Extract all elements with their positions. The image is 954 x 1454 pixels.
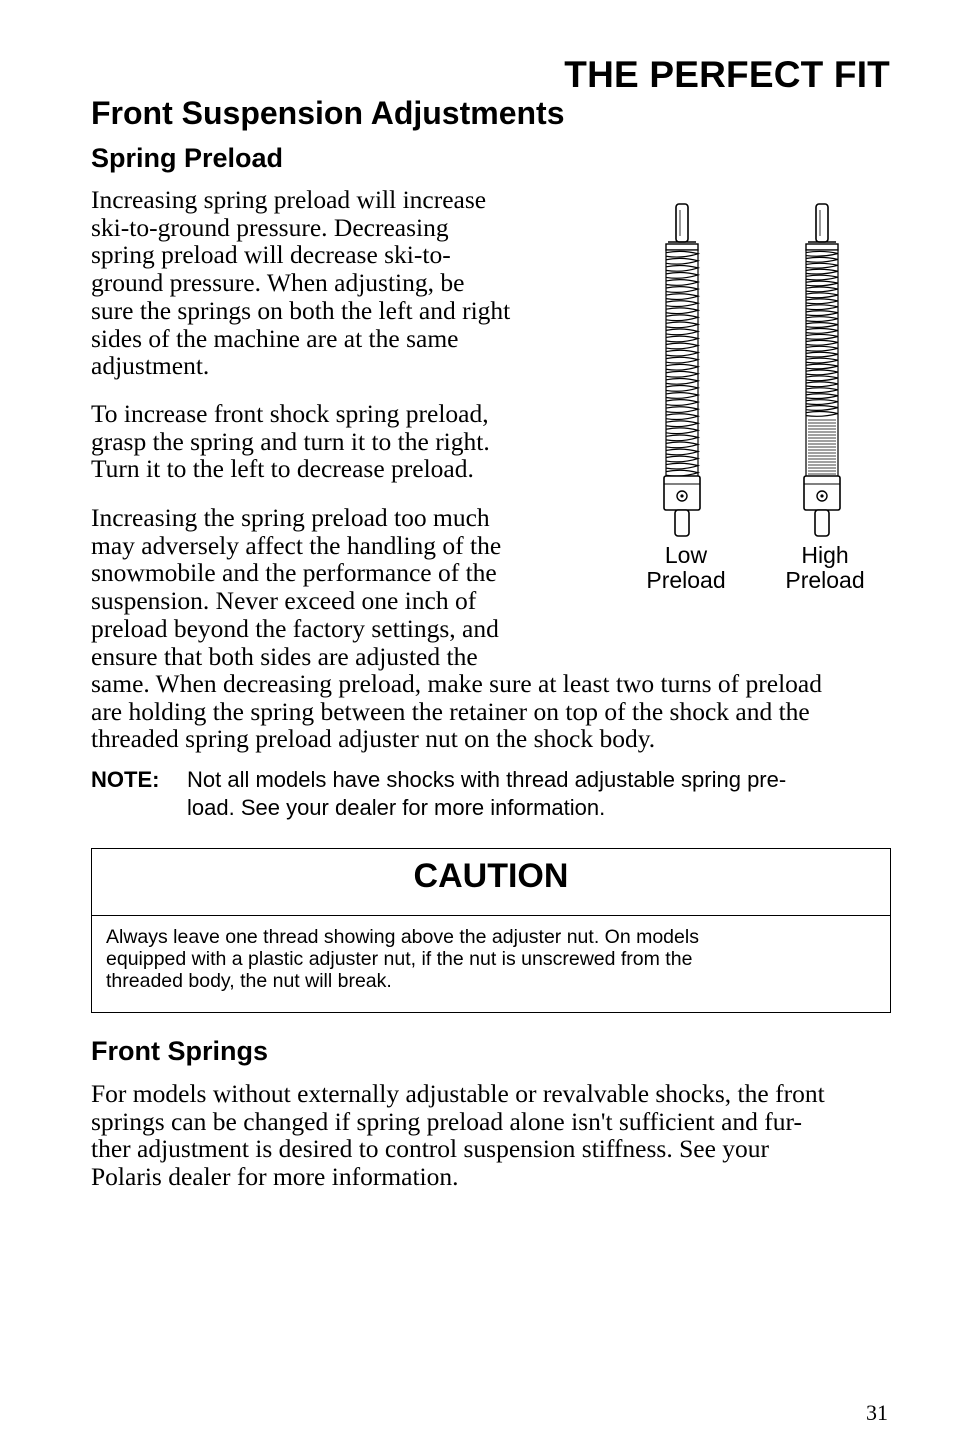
- text-line: equipped with a plastic adjuster nut, if the nut is unscrewed from the: [106, 948, 693, 970]
- caution-title: CAUTION: [92, 849, 890, 916]
- text-line: are holding the spring between the retainer on top of the shock and the: [91, 696, 810, 726]
- note-label: NOTE:: [91, 767, 160, 792]
- text-line: Turn it to the left to decrease preload.: [91, 454, 474, 484]
- low-label-line: Low: [664, 542, 708, 568]
- spring-preload-paragraph-1: [91, 186, 549, 380]
- text-line: same. When decreasing preload, make sure at least two turns of preload: [91, 669, 822, 698]
- high-label-line: Preload: [785, 567, 865, 593]
- chapter-title: THE PERFECT FIT: [564, 54, 890, 95]
- high-preload-label: [775, 543, 875, 593]
- caution-box: [91, 848, 891, 1013]
- text-line: snowmobile and the performance of the: [91, 558, 497, 588]
- low-preload-label: [636, 543, 736, 593]
- note-text: [187, 766, 887, 822]
- spring-preload-heading: Spring Preload: [91, 143, 284, 173]
- text-line: Polaris dealer for more information.: [91, 1162, 459, 1192]
- text-line: Always leave one thread showing above the adjuster nut. On models: [106, 926, 699, 948]
- front-springs-paragraph: [91, 1080, 891, 1191]
- text-line: Increasing the spring preload too much: [91, 503, 490, 532]
- page-number: 31: [866, 1400, 888, 1425]
- text-line: springs can be changed if spring preload alone isn't sufficient and fur-: [91, 1106, 803, 1136]
- text-line: threaded spring preload adjuster nut on the shock body.: [91, 724, 656, 754]
- text-line: adjustment.: [91, 351, 210, 381]
- text-line: sure the springs on both the left and right: [91, 295, 511, 325]
- text-line: grasp the spring and turn it to the right.: [91, 426, 490, 456]
- text-line: preload beyond the factory settings, and: [91, 613, 499, 643]
- text-line: ther adjustment is desired to control suspension stiffness. See your: [91, 1134, 770, 1164]
- section-title: Front Suspension Adjustments: [91, 95, 565, 131]
- spring-preload-paragraph-2: [91, 400, 549, 483]
- text-line: sides of the machine are at the same: [91, 323, 459, 353]
- spring-preload-paragraph-3-continued: [91, 670, 891, 753]
- text-line: Not all models have shocks with thread adjustable spring pre-: [187, 767, 787, 792]
- text-line: For models without externally adjustable or revalvable shocks, the front: [91, 1079, 825, 1108]
- front-springs-heading: Front Springs: [91, 1036, 268, 1066]
- text-line: ground pressure. When adjusting, be: [91, 268, 465, 298]
- spring-preload-paragraph-3: [91, 504, 549, 670]
- text-line: threaded body, the nut will break.: [106, 970, 392, 992]
- text-line: may adversely affect the handling of the: [91, 530, 502, 560]
- high-preload-shock: [804, 204, 840, 536]
- low-preload-shock: [664, 204, 700, 536]
- text-line: To increase front shock spring preload,: [91, 399, 489, 428]
- low-label-line: Preload: [646, 567, 726, 593]
- shock-preload-figure: [620, 196, 890, 606]
- text-line: ensure that both sides are adjusted the: [91, 641, 478, 671]
- caution-text: [92, 916, 890, 992]
- high-label-line: High: [801, 542, 849, 568]
- text-line: spring preload will decrease ski-to-: [91, 240, 451, 270]
- shock-illustration: [620, 196, 890, 541]
- text-line: suspension. Never exceed one inch of: [91, 586, 477, 616]
- text-line: ski-to-ground pressure. Decreasing: [91, 212, 449, 242]
- text-line: Increasing spring preload will increase: [91, 185, 487, 214]
- text-line: load. See your dealer for more information.: [187, 795, 606, 820]
